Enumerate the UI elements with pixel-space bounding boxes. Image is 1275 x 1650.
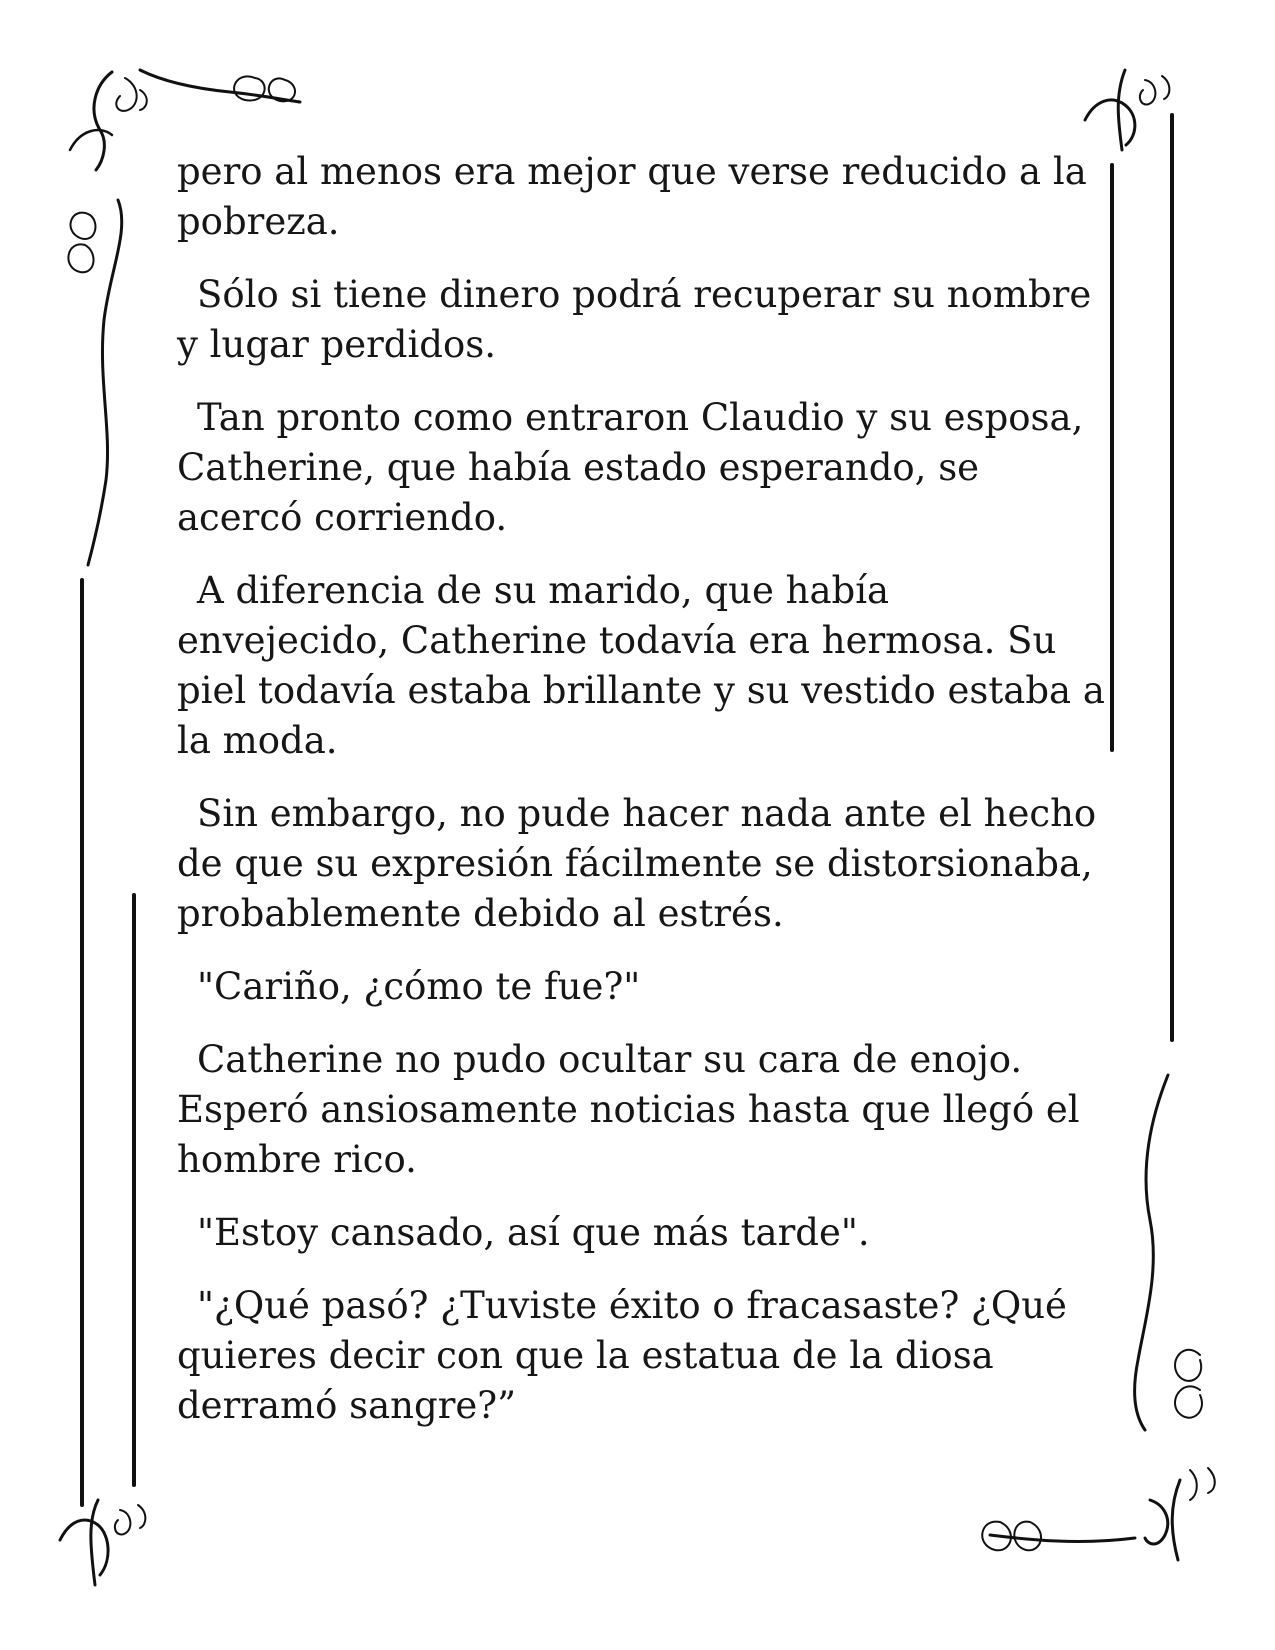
paragraph-9: "¿Qué pasó? ¿Tuviste éxito o fracasaste? ¿Qué quieres decir con que la estatua de la diosa derramó sangre?” (177, 1284, 1067, 1427)
paragraph-1: pero al menos era mejor que verse reducido a la pobreza. (177, 150, 1087, 243)
paragraph-6: "Cariño, ¿cómo te fue?" (197, 965, 641, 1008)
page-body (177, 147, 1107, 1454)
paragraph-7: Catherine no pudo ocultar su cara de enojo. Esperó ansiosamente noticias hasta que llegó el hombre rico. (177, 1038, 1080, 1181)
paragraph-5: Sin embargo, no pude hacer nada ante el hecho de que su expresión fácilmente se distorsionaba, probablemente debido al estrés. (177, 792, 1097, 935)
paragraph-4: A diferencia de su marido, que había envejecido, Catherine todavía era hermosa. Su piel todavía estaba brillante y su vestido estaba a la moda. (177, 569, 1105, 762)
flourish-bottom-left-icon (60, 1500, 145, 1585)
paragraph-2: Sólo si tiene dinero podrá recuperar su nombre y lugar perdidos. (177, 273, 1092, 366)
paragraph-3: Tan pronto como entraron Claudio y su esposa, Catherine, que había estado esperando, se acercó corriendo. (177, 396, 1084, 539)
paragraph-8: "Estoy cansado, así que más tarde". (197, 1211, 870, 1254)
